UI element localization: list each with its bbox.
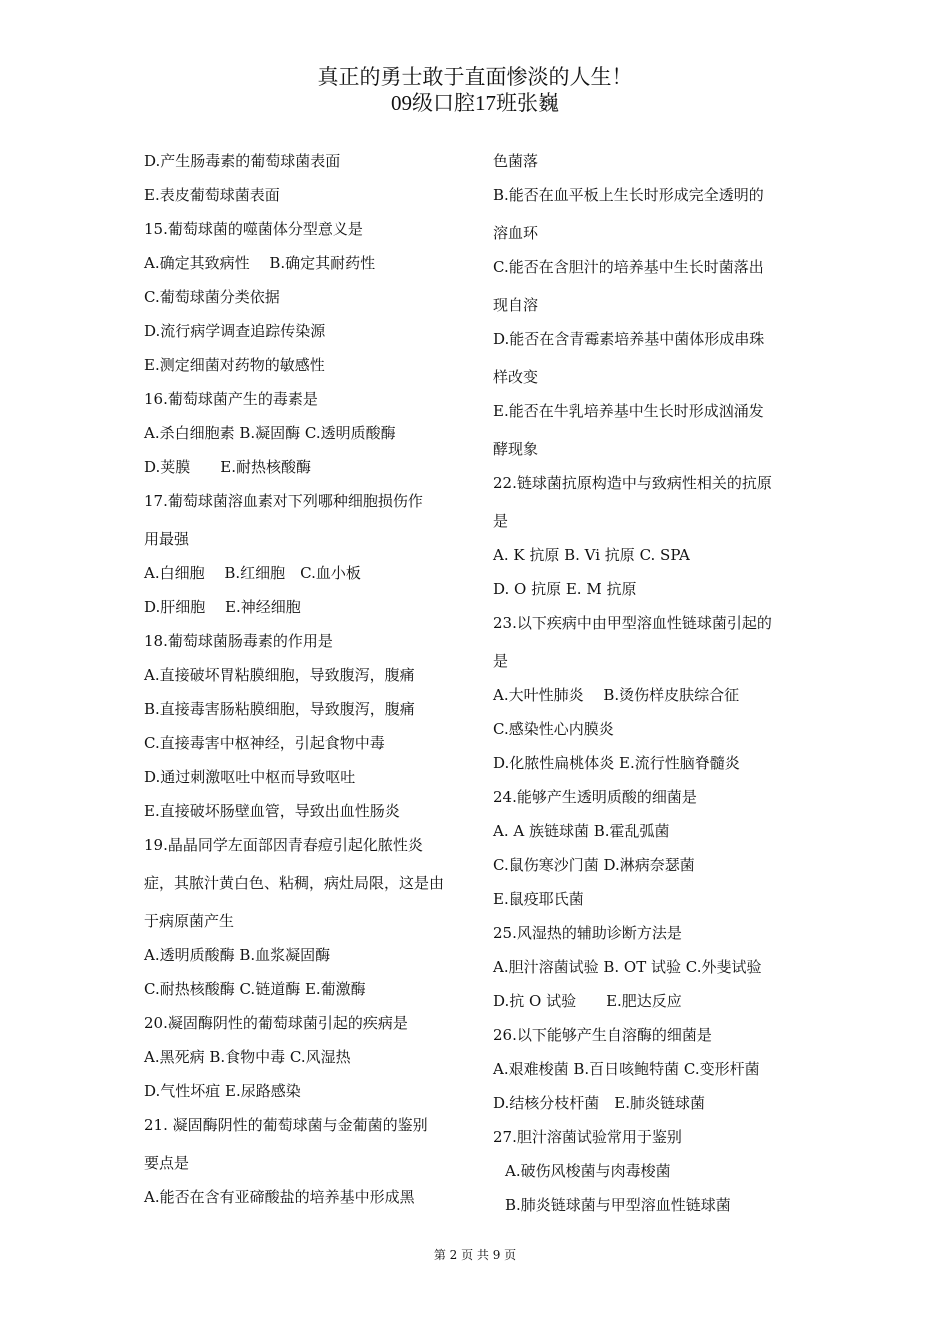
question-19: 19.晶晶同学左面部因青春痘引起化脓性炎 — [144, 836, 423, 854]
text-line: C.直接毒害中枢神经，引起食物中毒 — [144, 734, 385, 752]
right-column — [493, 150, 813, 1228]
text-line: 于病原菌产生 — [144, 912, 235, 930]
text-line: D.化脓性扁桃体炎 E.流行性脑脊髓炎 — [493, 754, 740, 772]
question-15: 15.葡萄球菌的噬菌体分型意义是 — [144, 220, 363, 238]
question-20: 20.凝固酶阴性的葡萄球菌引起的疾病是 — [144, 1014, 408, 1032]
text-line: 溶血环 — [493, 224, 539, 242]
text-line: D.通过刺激呕吐中枢而导致呕吐 — [144, 768, 356, 786]
text-line: 要点是 — [144, 1154, 190, 1172]
text-line: D.流行病学调查追踪传染源 — [144, 322, 326, 340]
text-line: E.表皮葡萄球菌表面 — [144, 186, 280, 204]
text-line: C.感染性心内膜炎 — [493, 720, 614, 738]
text-line: 是 — [493, 512, 509, 530]
question-23: 23.以下疾病中由甲型溶血性链球菌引起的 — [493, 614, 772, 632]
text-line: A.确定其致病性 B.确定其耐药性 — [144, 254, 376, 272]
text-line: D. O 抗原 E. M 抗原 — [493, 580, 637, 598]
text-line: D.能否在含青霉素培养基中菌体形成串珠 — [493, 330, 765, 348]
text-line: D.肝细胞 E.神经细胞 — [144, 598, 301, 616]
question-17: 17.葡萄球菌溶血素对下列哪种细胞损伤作 — [144, 492, 423, 510]
text-line: C.葡萄球菌分类依据 — [144, 288, 280, 306]
header-motto: 真正的勇士敢于直面惨淡的人生！ — [317, 65, 633, 89]
text-line: 症，其脓汁黄白色、粘稠，病灶局限，这是由 — [144, 874, 445, 892]
text-line: D.结核分枝杆菌 E.肺炎链球菌 — [493, 1094, 705, 1112]
text-line: A.艰难梭菌 B.百日咳鲍特菌 C.变形杆菌 — [493, 1060, 760, 1078]
text-line: C.耐热核酸酶 C.链道酶 E.葡激酶 — [144, 980, 366, 998]
question-25: 25.风湿热的辅助诊断方法是 — [493, 924, 682, 942]
text-line: A.能否在含有亚碲酸盐的培养基中形成黑 — [144, 1188, 415, 1206]
text-line: 用最强 — [144, 530, 190, 548]
question-27: 27.胆汁溶菌试验常用于鉴别 — [493, 1128, 682, 1146]
text-line: A.直接破坏胃粘膜细胞，导致腹泻，腹痛 — [144, 666, 415, 684]
text-line: E.直接破坏肠壁血管，导致出血性肠炎 — [144, 802, 400, 820]
page-header — [0, 64, 950, 116]
question-24: 24.能够产生透明质酸的细菌是 — [493, 788, 697, 806]
text-line: A.胆汁溶菌试验 B. OT 试验 C.外斐试验 — [493, 958, 762, 976]
text-line: D.产生肠毒素的葡萄球菌表面 — [144, 152, 341, 170]
text-line: A.白细胞 B.红细胞 C.血小板 — [144, 564, 361, 582]
text-line: 现自溶 — [493, 296, 539, 314]
text-line: 酵现象 — [493, 440, 539, 458]
question-16: 16.葡萄球菌产生的毒素是 — [144, 390, 318, 408]
text-line: C.能否在含胆汁的培养基中生长时菌落出 — [493, 258, 764, 276]
text-line: D.抗 O 试验 E.肥达反应 — [493, 992, 682, 1010]
text-line: B.直接毒害肠粘膜细胞，导致腹泻，腹痛 — [144, 700, 415, 718]
text-line: A. K 抗原 B. Vi 抗原 C. SPA — [493, 546, 690, 564]
text-line: E.测定细菌对药物的敏感性 — [144, 356, 325, 374]
left-column — [144, 150, 464, 1220]
question-18: 18.葡萄球菌肠毒素的作用是 — [144, 632, 333, 650]
text-line: 样改变 — [493, 368, 539, 386]
text-line: 色菌落 — [493, 152, 539, 170]
text-line: B.肺炎链球菌与甲型溶血性链球菌 — [505, 1196, 731, 1214]
header-class-name: 09级口腔17班张巍 — [391, 91, 559, 115]
text-line: A.透明质酸酶 B.血浆凝固酶 — [144, 946, 331, 964]
text-line: D.气性坏疽 E.尿路感染 — [144, 1082, 301, 1100]
text-line: A.破伤风梭菌与肉毒梭菌 — [505, 1162, 671, 1180]
text-line: 是 — [493, 652, 509, 670]
text-line: A.大叶性肺炎 B.烫伤样皮肤综合征 — [493, 686, 740, 704]
question-26: 26.以下能够产生自溶酶的细菌是 — [493, 1026, 712, 1044]
text-line: B.能否在血平板上生长时形成完全透明的 — [493, 186, 764, 204]
text-line: E.能否在牛乳培养基中生长时形成汹涌发 — [493, 402, 764, 420]
question-22: 22.链球菌抗原构造中与致病性相关的抗原 — [493, 474, 772, 492]
text-line: E.鼠疫耶氏菌 — [493, 890, 584, 908]
text-line: A. A 族链球菌 B.霍乱弧菌 — [493, 822, 670, 840]
text-line: D.荚膜 E.耐热核酸酶 — [144, 458, 311, 476]
page-number: 第 2 页 共 9 页 — [433, 1248, 517, 1262]
question-21: 21. 凝固酶阴性的葡萄球菌与金葡菌的鉴别 — [144, 1116, 428, 1134]
text-line: A.杀白细胞素 B.凝固酶 C.透明质酸酶 — [144, 424, 396, 442]
text-line: A.黑死病 B.食物中毒 C.风湿热 — [144, 1048, 351, 1066]
text-line: C.鼠伤寒沙门菌 D.淋病奈瑟菌 — [493, 856, 695, 874]
